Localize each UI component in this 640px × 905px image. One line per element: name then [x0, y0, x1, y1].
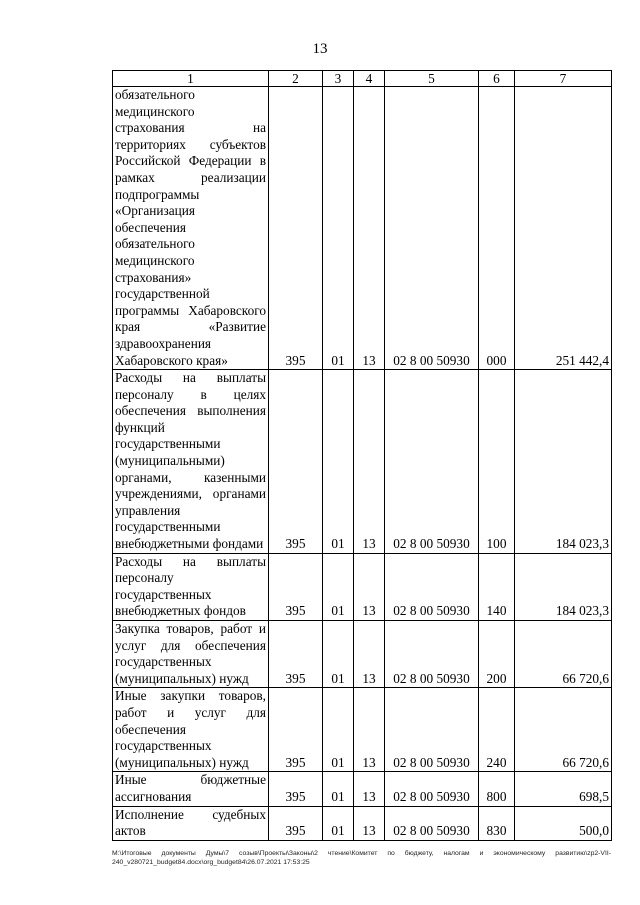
row-name: Расходы на выплаты персоналу в целях обеспечения выполнения функций государственными (муниципальными) органами, казенными учреждениями, органами управления государственными внебюджетными фондами: [113, 370, 269, 554]
row-name: Иные закупки товаров, работ и услуг для обеспечения государственных (муниципальных) нужд: [113, 688, 269, 772]
column-header: 2: [269, 71, 323, 87]
cell-section: 01: [323, 772, 354, 806]
cell-code: 395: [269, 553, 323, 620]
table-header-row: [113, 71, 612, 87]
cell-section: 01: [323, 87, 354, 370]
cell-subsection: 13: [354, 621, 385, 688]
cell-amount: 500,0: [515, 806, 612, 840]
table-row: [113, 87, 612, 370]
cell-code: 395: [269, 370, 323, 554]
table-row: [113, 553, 612, 620]
cell-amount: 66 720,6: [515, 621, 612, 688]
cell-code: 395: [269, 87, 323, 370]
cell-amount: 184 023,3: [515, 553, 612, 620]
table-row: [113, 621, 612, 688]
table-row: [113, 806, 612, 840]
cell-subsection: 13: [354, 87, 385, 370]
row-name: Закупка товаров, работ и услуг для обеспечения государственных (муниципальных) нужд: [113, 621, 269, 688]
column-header: 7: [515, 71, 612, 87]
cell-code: 395: [269, 772, 323, 806]
cell-target-article: 02 8 00 50930: [385, 621, 479, 688]
row-name: Иные бюджетные ассигнования: [113, 772, 269, 806]
cell-section: 01: [323, 621, 354, 688]
column-header: 6: [479, 71, 515, 87]
budget-table: [112, 70, 612, 841]
cell-amount: 184 023,3: [515, 370, 612, 554]
cell-expense-type: 830: [479, 806, 515, 840]
cell-target-article: 02 8 00 50930: [385, 370, 479, 554]
row-name: Расходы на выплаты персоналу государственных внебюджетных фондов: [113, 553, 269, 620]
cell-target-article: 02 8 00 50930: [385, 688, 479, 772]
cell-subsection: 13: [354, 688, 385, 772]
cell-subsection: 13: [354, 553, 385, 620]
cell-expense-type: 140: [479, 553, 515, 620]
cell-amount: 251 442,4: [515, 87, 612, 370]
row-name: Исполнение судебных актов: [113, 806, 269, 840]
cell-expense-type: 200: [479, 621, 515, 688]
cell-code: 395: [269, 621, 323, 688]
cell-subsection: 13: [354, 370, 385, 554]
cell-target-article: 02 8 00 50930: [385, 806, 479, 840]
cell-amount: 66 720,6: [515, 688, 612, 772]
column-header: 5: [385, 71, 479, 87]
cell-expense-type: 800: [479, 772, 515, 806]
table-row: [113, 688, 612, 772]
column-header: 3: [323, 71, 354, 87]
column-header: 4: [354, 71, 385, 87]
table-row: [113, 370, 612, 554]
table-row: [113, 772, 612, 806]
cell-section: 01: [323, 806, 354, 840]
cell-subsection: 13: [354, 772, 385, 806]
cell-target-article: 02 8 00 50930: [385, 772, 479, 806]
page-number: 13: [312, 41, 328, 57]
cell-amount: 698,5: [515, 772, 612, 806]
cell-code: 395: [269, 688, 323, 772]
cell-section: 01: [323, 688, 354, 772]
cell-target-article: 02 8 00 50930: [385, 87, 479, 370]
cell-expense-type: 100: [479, 370, 515, 554]
column-header: 1: [113, 71, 269, 87]
cell-subsection: 13: [354, 806, 385, 840]
cell-expense-type: 000: [479, 87, 515, 370]
cell-section: 01: [323, 553, 354, 620]
cell-section: 01: [323, 370, 354, 554]
document-file-path: M:\Итоговые документы Думы\7 созыв\Проекты\Законы\2 чтение\Комитет по бюджету, налогам и экономическому развитию\zp2-VII-240_v280721_budget84.docx\org_budget84\26.07.2021 17:53:25: [112, 850, 611, 866]
row-name: обязательного медицинского страхования на территориях субъектов Российской Федерации в рамках реализации подпрограммы «Организация обеспечения обязательного медицинского страхования» государственной программы Хабаровского края «Развитие здравоохранения Хабаровского края»: [113, 87, 269, 370]
cell-target-article: 02 8 00 50930: [385, 553, 479, 620]
cell-code: 395: [269, 806, 323, 840]
cell-expense-type: 240: [479, 688, 515, 772]
